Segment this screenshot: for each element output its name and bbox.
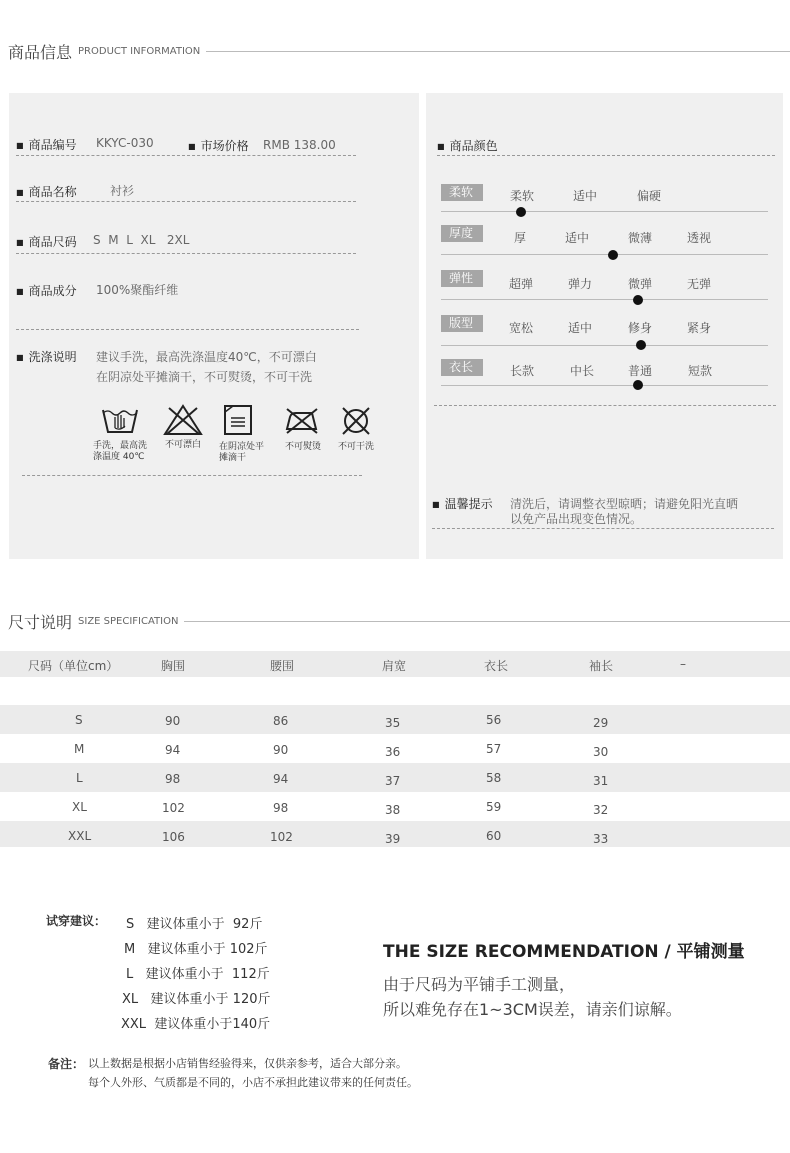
table-row bbox=[0, 705, 790, 734]
attr-tag-softness: 柔软 bbox=[441, 184, 483, 201]
divider bbox=[184, 621, 790, 622]
attr-option: 微薄 bbox=[628, 231, 653, 245]
table-cell: 37 bbox=[385, 774, 401, 788]
attr-option: 透视 bbox=[687, 231, 712, 245]
size-value: S M L XL 2XL bbox=[93, 233, 190, 247]
table-cell: S bbox=[75, 713, 83, 727]
table-cell: 36 bbox=[385, 745, 401, 759]
attr-option: 紧身 bbox=[687, 321, 712, 335]
attr-option: 修身 bbox=[628, 321, 653, 335]
table-cell: XXL bbox=[68, 829, 92, 843]
section-subtitle: SIZE SPECIFICATION bbox=[78, 616, 179, 627]
table-row bbox=[0, 734, 790, 763]
attr-option: 长款 bbox=[510, 364, 535, 378]
code-value: KKYC-030 bbox=[96, 136, 154, 150]
table-cell: 29 bbox=[593, 716, 609, 730]
product-info-header bbox=[8, 40, 790, 63]
table-cell: 98 bbox=[165, 772, 181, 786]
table-cell: 86 bbox=[273, 714, 289, 728]
attr-option: 适中 bbox=[565, 231, 590, 245]
attr-option: 适中 bbox=[568, 321, 593, 335]
hand-wash-icon bbox=[100, 404, 140, 436]
col-header: 袖长 bbox=[589, 659, 614, 673]
attr-option: 偏硬 bbox=[637, 189, 662, 203]
price-value: RMB 138.00 bbox=[263, 138, 336, 152]
table-cell: 102 bbox=[270, 830, 293, 844]
divider bbox=[16, 253, 356, 254]
attr-track-softness bbox=[441, 211, 768, 212]
attr-track-length bbox=[441, 385, 768, 386]
recommend-line-1: 由于尺码为平铺手工测量， bbox=[383, 975, 576, 994]
attr-option: 弹力 bbox=[568, 277, 593, 291]
table-row bbox=[0, 792, 790, 821]
attr-option: 微弹 bbox=[628, 277, 653, 291]
table-cell: 102 bbox=[162, 801, 185, 815]
attr-option: 适中 bbox=[573, 189, 598, 203]
table-cell: 31 bbox=[593, 774, 609, 788]
fit-label: 试穿建议： bbox=[46, 914, 107, 928]
divider bbox=[16, 329, 359, 330]
table-cell: 33 bbox=[593, 832, 609, 846]
fit-item: S 建议体重小于 92斤 bbox=[126, 917, 263, 932]
table-cell: 59 bbox=[486, 800, 502, 814]
attr-option: 短款 bbox=[688, 364, 713, 378]
table-cell: 39 bbox=[385, 832, 401, 846]
section-title: 商品信息 bbox=[8, 43, 73, 62]
size-spec-header bbox=[8, 610, 790, 633]
size-label: ■ 商品尺码 bbox=[16, 233, 77, 250]
attr-option: 柔软 bbox=[510, 189, 535, 203]
attr-indicator-elasticity bbox=[633, 295, 643, 305]
table-cell: 98 bbox=[273, 801, 289, 815]
icon-caption-hand-wash: 手洗，最高洗 涤温度 40℃ bbox=[93, 441, 148, 462]
attr-option: 无弹 bbox=[687, 277, 712, 291]
wash-label: ■ 洗涤说明 bbox=[16, 348, 77, 365]
table-cell: 30 bbox=[593, 745, 609, 759]
material-value: 100%聚酯纤维 bbox=[96, 283, 179, 297]
table-cell: 90 bbox=[165, 714, 181, 728]
tip-label: ■ 温馨提示 bbox=[432, 495, 493, 512]
attr-option: 普通 bbox=[628, 364, 653, 378]
fit-item: XL 建议体重小于 120斤 bbox=[122, 992, 271, 1007]
table-cell: M bbox=[74, 742, 85, 756]
table-row bbox=[0, 821, 790, 847]
code-label: ■ 商品编号 bbox=[16, 136, 77, 153]
section-title: 尺寸说明 bbox=[8, 613, 73, 632]
color-label: ■ 商品颜色 bbox=[437, 137, 498, 154]
divider bbox=[434, 405, 776, 406]
table-cell: 56 bbox=[486, 713, 502, 727]
col-header: 肩宽 bbox=[382, 659, 407, 673]
name-label: ■ 商品名称 bbox=[16, 183, 77, 200]
icon-caption-flat-dry: 在阴凉处平 摊滴干 bbox=[219, 442, 265, 463]
divider bbox=[206, 51, 790, 52]
flat-dry-shade-icon bbox=[222, 404, 254, 436]
size-table-header bbox=[0, 651, 790, 677]
divider bbox=[437, 155, 775, 156]
note-label: 备注： bbox=[48, 1057, 85, 1071]
wash-line-1: 建议手洗，最高洗涤温度40℃，不可漂白 bbox=[96, 350, 317, 364]
divider bbox=[432, 528, 774, 529]
name-value: 衬衫 bbox=[110, 184, 135, 198]
col-header: 尺码（单位cm） bbox=[28, 659, 119, 673]
table-cell: 94 bbox=[165, 743, 181, 757]
divider bbox=[16, 201, 356, 202]
table-cell: 94 bbox=[273, 772, 289, 786]
no-iron-icon bbox=[284, 407, 320, 435]
note-line-1: 以上数据是根据小店销售经验得来，仅供亲参考，适合大部分亲。 bbox=[88, 1057, 407, 1070]
attr-option: 超弹 bbox=[509, 277, 534, 291]
table-cell: XL bbox=[72, 800, 87, 814]
wash-line-2: 在阴凉处平摊滴干，不可熨烫，不可干洗 bbox=[96, 370, 313, 384]
attr-track-fit bbox=[441, 345, 768, 346]
recommend-line-2: 所以难免存在1~3CM误差，请亲们谅解。 bbox=[383, 1000, 682, 1019]
divider bbox=[16, 155, 356, 156]
attr-indicator-thickness bbox=[608, 250, 618, 260]
table-cell: L bbox=[76, 771, 83, 785]
attr-indicator-softness bbox=[516, 207, 526, 217]
no-dry-clean-icon bbox=[340, 405, 372, 437]
product-detail-panel bbox=[9, 93, 419, 559]
fit-item: L 建议体重小于 112斤 bbox=[126, 967, 270, 982]
no-bleach-icon bbox=[163, 404, 203, 436]
recommend-title: THE SIZE RECOMMENDATION / 平铺测量 bbox=[383, 942, 745, 962]
tip-line-2: 以免产品出现变色情况。 bbox=[510, 512, 643, 526]
note-line-2: 每个人外形、气质都是不同的，小店不承担此建议带来的任何责任。 bbox=[88, 1076, 418, 1089]
price-label: ■ 市场价格 bbox=[188, 137, 249, 154]
table-cell: 38 bbox=[385, 803, 401, 817]
attr-track-thickness bbox=[441, 254, 768, 255]
table-cell: 106 bbox=[162, 830, 185, 844]
fit-item: XXL 建议体重小于140斤 bbox=[121, 1017, 271, 1032]
icon-caption-no-dry-clean: 不可干洗 bbox=[338, 442, 375, 452]
attr-track-elasticity bbox=[441, 299, 768, 300]
col-header: 衣长 bbox=[484, 659, 509, 673]
col-header: – bbox=[680, 657, 686, 671]
table-cell: 90 bbox=[273, 743, 289, 757]
attr-option: 宽松 bbox=[509, 321, 534, 335]
attr-tag-elasticity: 弹性 bbox=[441, 270, 483, 287]
attr-option: 厚 bbox=[514, 231, 527, 245]
attr-option: 中长 bbox=[570, 364, 595, 378]
tip-line-1: 清洗后，请调整衣型晾晒；请避免阳光直晒 bbox=[510, 497, 739, 511]
attr-indicator-fit bbox=[636, 340, 646, 350]
col-header: 腰围 bbox=[270, 659, 295, 673]
fit-item: M 建议体重小于 102斤 bbox=[124, 942, 268, 957]
table-row bbox=[0, 763, 790, 792]
section-subtitle: PRODUCT INFORMATION bbox=[78, 46, 201, 57]
material-label: ■ 商品成分 bbox=[16, 282, 77, 299]
col-header: 胸围 bbox=[161, 659, 186, 673]
divider bbox=[22, 475, 362, 476]
attr-indicator-length bbox=[633, 380, 643, 390]
table-cell: 57 bbox=[486, 742, 502, 756]
table-cell: 35 bbox=[385, 716, 401, 730]
icon-caption-no-bleach: 不可漂白 bbox=[165, 440, 202, 450]
attr-tag-thickness: 厚度 bbox=[441, 225, 483, 242]
attr-tag-length: 衣长 bbox=[441, 359, 483, 376]
table-cell: 58 bbox=[486, 771, 502, 785]
attr-tag-fit: 版型 bbox=[441, 315, 483, 332]
icon-caption-no-iron: 不可熨烫 bbox=[285, 442, 322, 452]
table-cell: 60 bbox=[486, 829, 502, 843]
table-cell: 32 bbox=[593, 803, 609, 817]
